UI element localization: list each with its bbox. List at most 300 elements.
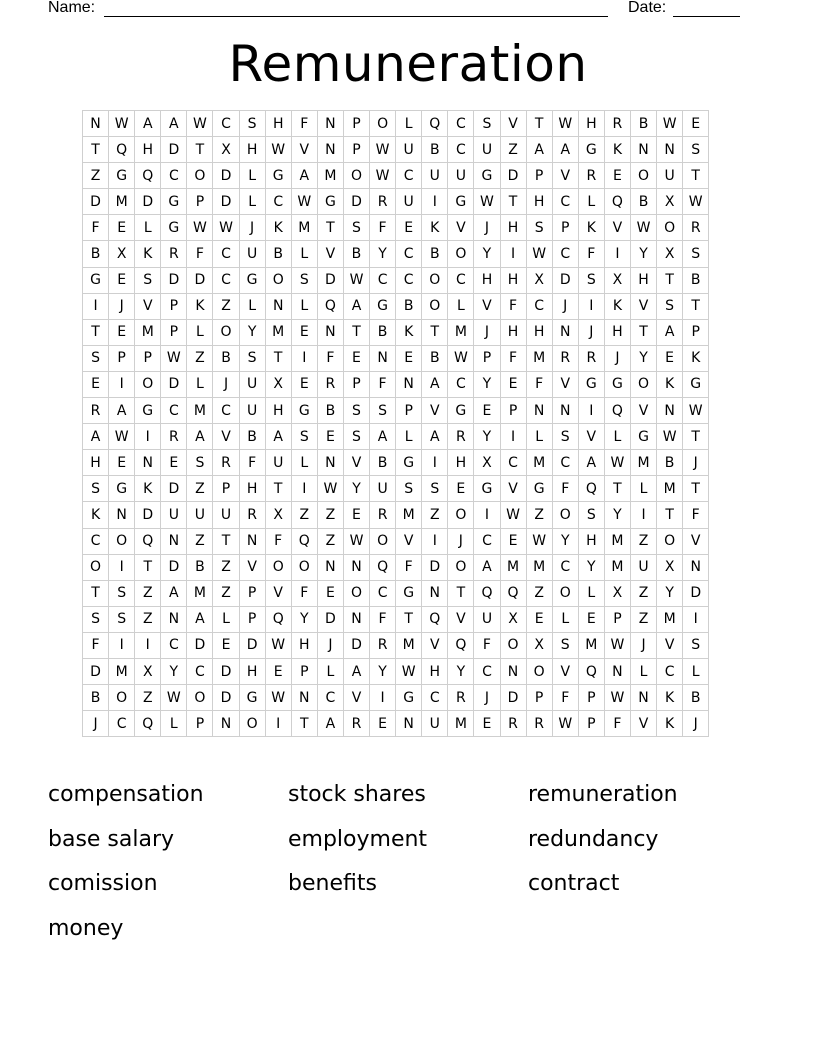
grid-cell: C (109, 711, 135, 737)
grid-cell: C (474, 528, 500, 554)
grid-cell: E (500, 528, 526, 554)
grid-cell: Y (291, 606, 317, 632)
grid-cell: H (500, 319, 526, 345)
grid-cell: R (448, 424, 474, 450)
grid-cell: J (630, 632, 656, 658)
grid-cell: L (396, 424, 422, 450)
grid-cell: E (683, 111, 709, 137)
grid-cell: U (239, 241, 265, 267)
grid-cell: L (578, 189, 604, 215)
grid-cell: B (370, 319, 396, 345)
grid-cell: B (422, 345, 448, 371)
grid-cell: S (343, 398, 369, 424)
grid-cell: B (422, 137, 448, 163)
grid-cell: W (474, 189, 500, 215)
grid-cell: Y (448, 658, 474, 684)
grid-cell: C (265, 189, 291, 215)
grid-cell: H (526, 319, 552, 345)
grid-cell: I (291, 476, 317, 502)
grid-cell: K (265, 215, 291, 241)
grid-cell: C (317, 685, 343, 711)
grid-cell: T (683, 293, 709, 319)
grid-cell: Y (343, 476, 369, 502)
grid-cell: Q (578, 658, 604, 684)
grid-row (83, 267, 709, 293)
grid-cell: H (578, 528, 604, 554)
word-list-item: contract (528, 871, 620, 896)
grid-cell: T (265, 345, 291, 371)
grid-cell: Y (630, 345, 656, 371)
grid-cell: I (422, 450, 448, 476)
grid-cell: I (683, 606, 709, 632)
grid-row (83, 137, 709, 163)
grid-cell: B (422, 241, 448, 267)
grid-cell: O (83, 554, 109, 580)
grid-cell: H (135, 137, 161, 163)
grid-cell: Y (161, 658, 187, 684)
grid-cell: G (604, 371, 630, 397)
grid-cell: U (265, 450, 291, 476)
grid-cell: G (578, 371, 604, 397)
grid-cell: I (422, 528, 448, 554)
grid-cell: X (474, 450, 500, 476)
grid-cell: L (239, 189, 265, 215)
grid-cell: K (604, 293, 630, 319)
grid-cell: B (213, 345, 239, 371)
grid-cell: B (683, 267, 709, 293)
grid-cell: R (161, 241, 187, 267)
grid-cell: P (187, 189, 213, 215)
grid-cell: O (422, 293, 448, 319)
grid-cell: G (448, 398, 474, 424)
grid-cell: F (370, 215, 396, 241)
grid-cell: P (604, 606, 630, 632)
grid-cell: L (630, 658, 656, 684)
grid-cell: I (83, 293, 109, 319)
grid-cell: M (604, 528, 630, 554)
grid-cell: P (109, 345, 135, 371)
grid-cell: P (161, 293, 187, 319)
grid-cell: Z (291, 502, 317, 528)
grid-cell: A (474, 554, 500, 580)
grid-cell: T (83, 580, 109, 606)
grid-cell: V (630, 293, 656, 319)
grid-cell: S (683, 632, 709, 658)
grid-cell: G (83, 267, 109, 293)
grid-cell: P (239, 580, 265, 606)
grid-cell: B (83, 685, 109, 711)
grid-cell: E (317, 580, 343, 606)
grid-cell: O (135, 371, 161, 397)
grid-cell: D (135, 189, 161, 215)
grid-cell: W (343, 267, 369, 293)
grid-cell: J (239, 215, 265, 241)
grid-cell: C (657, 658, 683, 684)
grid-cell: C (552, 450, 578, 476)
grid-cell: R (370, 502, 396, 528)
grid-cell: T (422, 319, 448, 345)
grid-cell: E (448, 476, 474, 502)
grid-cell: U (213, 502, 239, 528)
grid-cell: A (317, 711, 343, 737)
grid-cell: C (370, 580, 396, 606)
grid-cell: S (291, 424, 317, 450)
grid-cell: H (474, 267, 500, 293)
grid-row (83, 398, 709, 424)
grid-cell: O (291, 554, 317, 580)
grid-cell: G (474, 476, 500, 502)
grid-cell: F (265, 528, 291, 554)
grid-cell: C (448, 137, 474, 163)
grid-cell: L (291, 241, 317, 267)
grid-cell: S (552, 632, 578, 658)
grid-cell: S (187, 450, 213, 476)
grid-cell: V (291, 137, 317, 163)
grid-row (83, 293, 709, 319)
grid-cell: T (526, 111, 552, 137)
grid-cell: Z (187, 528, 213, 554)
grid-cell: H (500, 215, 526, 241)
grid-cell: W (526, 241, 552, 267)
grid-cell: N (552, 398, 578, 424)
grid-cell: O (370, 528, 396, 554)
grid-cell: E (109, 450, 135, 476)
grid-cell: G (109, 476, 135, 502)
grid-cell: A (578, 450, 604, 476)
grid-cell: X (657, 189, 683, 215)
grid-cell: S (135, 267, 161, 293)
grid-cell: Y (239, 319, 265, 345)
grid-cell: X (213, 137, 239, 163)
grid-cell: Z (630, 606, 656, 632)
grid-cell: D (83, 189, 109, 215)
grid-cell: W (370, 163, 396, 189)
grid-cell: B (265, 241, 291, 267)
grid-cell: K (396, 319, 422, 345)
grid-cell: U (474, 606, 500, 632)
grid-cell: D (187, 267, 213, 293)
grid-cell: H (83, 450, 109, 476)
grid-cell: P (213, 476, 239, 502)
grid-cell: R (448, 685, 474, 711)
grid-cell: F (500, 345, 526, 371)
grid-cell: Y (630, 241, 656, 267)
grid-cell: A (343, 658, 369, 684)
grid-cell: Z (317, 528, 343, 554)
grid-cell: G (291, 398, 317, 424)
grid-cell: D (135, 502, 161, 528)
grid-cell: F (291, 111, 317, 137)
grid-cell: O (187, 685, 213, 711)
grid-cell: O (630, 371, 656, 397)
grid-cell: N (422, 580, 448, 606)
grid-cell: L (683, 658, 709, 684)
grid-cell: C (396, 241, 422, 267)
word-list-item: money (48, 915, 124, 941)
grid-cell: O (343, 580, 369, 606)
grid-cell: S (683, 241, 709, 267)
grid-cell: H (604, 319, 630, 345)
grid-cell: N (683, 554, 709, 580)
grid-cell: I (422, 189, 448, 215)
grid-cell: G (317, 189, 343, 215)
grid-cell: N (657, 398, 683, 424)
grid-row (83, 450, 709, 476)
grid-cell: T (683, 163, 709, 189)
grid-cell: O (448, 241, 474, 267)
grid-cell: K (578, 215, 604, 241)
grid-cell: K (187, 293, 213, 319)
grid-cell: N (317, 450, 343, 476)
grid-cell: I (500, 424, 526, 450)
grid-cell: W (187, 111, 213, 137)
grid-cell: E (109, 215, 135, 241)
grid-cell: Q (135, 711, 161, 737)
grid-cell: C (526, 293, 552, 319)
grid-cell: S (239, 111, 265, 137)
grid-row (83, 606, 709, 632)
grid-cell: B (630, 111, 656, 137)
grid-cell: G (474, 163, 500, 189)
grid-cell: R (83, 398, 109, 424)
grid-cell: V (657, 632, 683, 658)
grid-cell: B (657, 450, 683, 476)
grid-cell: E (526, 606, 552, 632)
grid-cell: A (83, 424, 109, 450)
grid-cell: F (83, 632, 109, 658)
grid-cell: L (552, 606, 578, 632)
grid-cell: O (526, 658, 552, 684)
grid-cell: X (657, 241, 683, 267)
grid-cell: E (396, 345, 422, 371)
grid-cell: O (187, 163, 213, 189)
grid-cell: H (630, 267, 656, 293)
grid-cell: D (161, 476, 187, 502)
grid-cell: O (657, 215, 683, 241)
grid-cell: N (317, 554, 343, 580)
grid-cell: I (474, 502, 500, 528)
grid-cell: J (683, 711, 709, 737)
word-list-item: stock shares (288, 782, 426, 807)
grid-cell: Q (135, 528, 161, 554)
grid-cell: E (213, 632, 239, 658)
grid-cell: B (83, 241, 109, 267)
grid-cell: G (396, 580, 422, 606)
grid-cell: N (317, 319, 343, 345)
grid-cell: I (630, 502, 656, 528)
grid-cell: T (657, 267, 683, 293)
grid-cell: D (239, 632, 265, 658)
word-list-item: base salary (48, 826, 175, 852)
grid-cell: S (578, 267, 604, 293)
grid-cell: P (187, 711, 213, 737)
grid-cell: X (109, 241, 135, 267)
grid-cell: T (317, 215, 343, 241)
grid-cell: Z (135, 685, 161, 711)
grid-cell: J (109, 293, 135, 319)
grid-cell: C (500, 450, 526, 476)
grid-cell: V (343, 685, 369, 711)
grid-cell: F (396, 554, 422, 580)
grid-cell: F (526, 371, 552, 397)
grid-cell: O (552, 502, 578, 528)
grid-cell: V (448, 606, 474, 632)
grid-cell: D (552, 267, 578, 293)
grid-cell: B (317, 398, 343, 424)
grid-cell: H (448, 450, 474, 476)
grid-cell: V (552, 371, 578, 397)
grid-cell: J (474, 685, 500, 711)
grid-cell: A (370, 424, 396, 450)
grid-cell: K (657, 685, 683, 711)
grid-cell: C (213, 241, 239, 267)
grid-cell: N (135, 450, 161, 476)
grid-cell: V (474, 293, 500, 319)
grid-cell: C (187, 658, 213, 684)
grid-cell: T (187, 137, 213, 163)
grid-cell: I (604, 241, 630, 267)
grid-cell: P (526, 163, 552, 189)
page-title: Remuneration (228, 35, 588, 93)
grid-cell: L (448, 293, 474, 319)
grid-cell: S (422, 476, 448, 502)
word-list-item: remuneration (528, 782, 678, 807)
grid-cell: S (343, 424, 369, 450)
grid-cell: Y (474, 371, 500, 397)
grid-cell: Z (630, 528, 656, 554)
grid-cell: A (657, 319, 683, 345)
grid-cell: M (604, 554, 630, 580)
grid-cell: S (396, 476, 422, 502)
grid-cell: A (265, 424, 291, 450)
grid-cell: G (239, 267, 265, 293)
grid-cell: W (265, 632, 291, 658)
grid-cell: T (604, 476, 630, 502)
grid-cell: I (370, 685, 396, 711)
grid-cell: L (604, 424, 630, 450)
grid-cell: V (422, 632, 448, 658)
grid-cell: C (552, 241, 578, 267)
grid-cell: R (578, 345, 604, 371)
grid-cell: M (291, 215, 317, 241)
grid-cell: T (396, 606, 422, 632)
grid-cell: X (265, 371, 291, 397)
grid-cell: U (370, 476, 396, 502)
grid-cell: Z (213, 293, 239, 319)
grid-cell: S (474, 111, 500, 137)
grid-row (83, 658, 709, 684)
grid-cell: D (161, 267, 187, 293)
grid-cell: L (213, 606, 239, 632)
grid-cell: D (213, 685, 239, 711)
grid-cell: T (135, 554, 161, 580)
grid-cell: Q (291, 528, 317, 554)
name-line (104, 16, 608, 17)
grid-cell: G (448, 189, 474, 215)
grid-cell: V (500, 111, 526, 137)
grid-cell: W (370, 137, 396, 163)
grid-cell: G (161, 215, 187, 241)
grid-cell: A (109, 398, 135, 424)
grid-cell: C (161, 632, 187, 658)
grid-cell: L (135, 215, 161, 241)
grid-cell: W (657, 111, 683, 137)
grid-cell: Z (83, 163, 109, 189)
grid-cell: U (187, 502, 213, 528)
grid-cell: M (317, 163, 343, 189)
grid-cell: E (500, 371, 526, 397)
grid-cell: W (109, 111, 135, 137)
grid-cell: Y (474, 241, 500, 267)
grid-cell: Q (604, 189, 630, 215)
grid-cell: B (239, 424, 265, 450)
grid-cell: O (109, 528, 135, 554)
grid-cell: P (161, 319, 187, 345)
word-list-item: compensation (48, 782, 204, 807)
grid-cell: V (552, 658, 578, 684)
grid-cell: J (578, 319, 604, 345)
grid-cell: Z (135, 580, 161, 606)
grid-cell: E (317, 424, 343, 450)
grid-row (83, 502, 709, 528)
grid-cell: K (135, 241, 161, 267)
grid-cell: W (109, 424, 135, 450)
grid-cell: I (135, 632, 161, 658)
grid-cell: G (161, 189, 187, 215)
grid-cell: Z (422, 502, 448, 528)
grid-cell: Y (474, 424, 500, 450)
grid-cell: F (474, 632, 500, 658)
grid-cell: C (474, 658, 500, 684)
grid-cell: A (526, 137, 552, 163)
grid-cell: S (83, 606, 109, 632)
grid-cell: S (83, 476, 109, 502)
grid-cell: D (161, 371, 187, 397)
grid-cell: O (213, 319, 239, 345)
grid-cell: Z (213, 554, 239, 580)
name-label: Name: (48, 0, 96, 16)
grid-cell: U (422, 163, 448, 189)
grid-cell: V (343, 450, 369, 476)
grid-cell: C (213, 267, 239, 293)
grid-cell: Q (578, 476, 604, 502)
grid-cell: T (83, 319, 109, 345)
grid-cell: D (161, 137, 187, 163)
grid-cell: S (109, 580, 135, 606)
grid-cell: S (109, 606, 135, 632)
grid-cell: E (83, 371, 109, 397)
grid-cell: Q (109, 137, 135, 163)
date-line (673, 16, 740, 17)
grid-cell: N (630, 685, 656, 711)
grid-cell: S (370, 398, 396, 424)
grid-cell: T (213, 528, 239, 554)
grid-cell: V (552, 163, 578, 189)
grid-cell: V (213, 424, 239, 450)
grid-cell: R (239, 502, 265, 528)
grid-cell: J (83, 711, 109, 737)
grid-cell: U (161, 502, 187, 528)
grid-cell: N (396, 711, 422, 737)
grid-cell: Z (526, 502, 552, 528)
grid-cell: W (213, 215, 239, 241)
grid-cell: E (604, 163, 630, 189)
grid-cell: F (187, 241, 213, 267)
grid-cell: U (396, 189, 422, 215)
grid-cell: M (396, 632, 422, 658)
grid-cell: H (265, 111, 291, 137)
grid-cell: E (109, 267, 135, 293)
